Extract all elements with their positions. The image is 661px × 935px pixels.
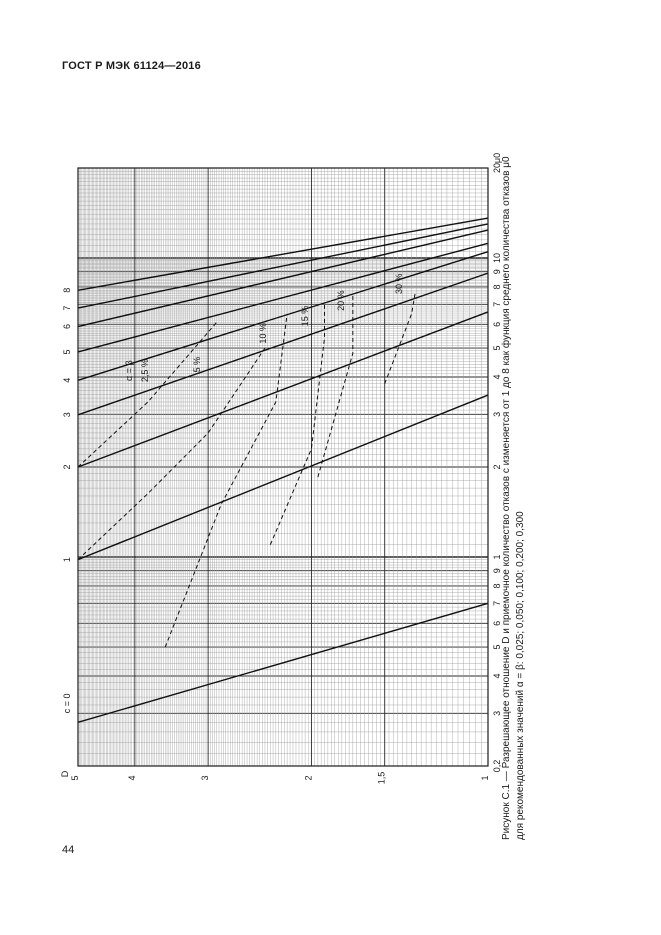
alpha-beta-label: α = β <box>124 360 134 381</box>
c-value-label: 7 <box>62 305 72 311</box>
caption-line-1: Рисунок С.1 — Разрешающее отношение D и приемочное количество отказов c изменяется от 1 до 8 как функция среднего количества отказов μ0 <box>501 156 512 840</box>
risk-label: 20 % <box>336 290 346 311</box>
c-value-label: 4 <box>62 377 72 383</box>
x-tick-label: 2 <box>492 464 502 470</box>
c-value-label: 5 <box>62 349 72 355</box>
figure-caption <box>500 120 528 840</box>
x-tick-label: 4 <box>492 673 502 679</box>
y-tick-label: 5 <box>70 775 80 781</box>
y-tick-label: 1,5 <box>376 771 387 785</box>
y-tick-label: 4 <box>126 775 137 781</box>
x-tick-label: 20 <box>492 162 502 174</box>
x-tick-label: 3 <box>492 710 502 716</box>
risk-label: 10 % <box>258 323 268 344</box>
page-number: 44 <box>62 844 75 856</box>
x-tick-label: 0,2 <box>492 759 502 773</box>
x-tick-label: 4 <box>492 374 502 380</box>
x-tick-label: 8 <box>492 583 502 589</box>
y-tick-label: 2 <box>303 775 314 781</box>
risk-curve-1 <box>78 348 265 560</box>
x-tick-label: 5 <box>492 644 502 650</box>
c-value-label: 1 <box>62 557 72 563</box>
c-value-label: 6 <box>62 324 72 330</box>
y-tick-label: 1 <box>480 775 490 781</box>
grid-layer <box>78 168 488 766</box>
x-tick-label: 6 <box>492 620 502 626</box>
page-header: ГОСТ Р МЭК 61124—2016 <box>62 60 201 72</box>
risk-label: 2,5 % <box>140 359 150 383</box>
c-value-label: 2 <box>62 464 72 470</box>
y-tick-label: 3 <box>200 775 211 781</box>
risk-label: 15 % <box>300 305 310 327</box>
risk-curve-5 <box>385 292 416 384</box>
c-zero-label: c = 0 <box>62 693 72 714</box>
risk-label: 5 % <box>192 356 202 373</box>
caption-line-2: для рекомендованных значений α = β: 0,025; 0,050; 0,100; 0,200; 0,300 <box>515 511 526 840</box>
x-tick-label: 9 <box>492 568 502 574</box>
risk-label: 30 % <box>394 273 404 295</box>
x-tick-label: 1 <box>492 554 502 560</box>
risk-curve-4 <box>318 295 353 477</box>
c-value-label: 3 <box>62 412 72 418</box>
x-tick-label: 5 <box>492 345 502 351</box>
x-tick-label: 7 <box>492 301 502 307</box>
y-axis-label: D <box>60 770 70 778</box>
x-tick-label: 7 <box>492 600 502 606</box>
x-tick-label: 8 <box>492 284 502 290</box>
x-tick-label: 10 <box>492 253 502 264</box>
x-tick-label: 6 <box>492 321 502 327</box>
c-value-label: 8 <box>62 287 72 293</box>
x-tick-label: 9 <box>492 269 502 275</box>
x-axis-label: μ0 <box>492 152 502 164</box>
x-tick-label: 3 <box>492 411 502 417</box>
